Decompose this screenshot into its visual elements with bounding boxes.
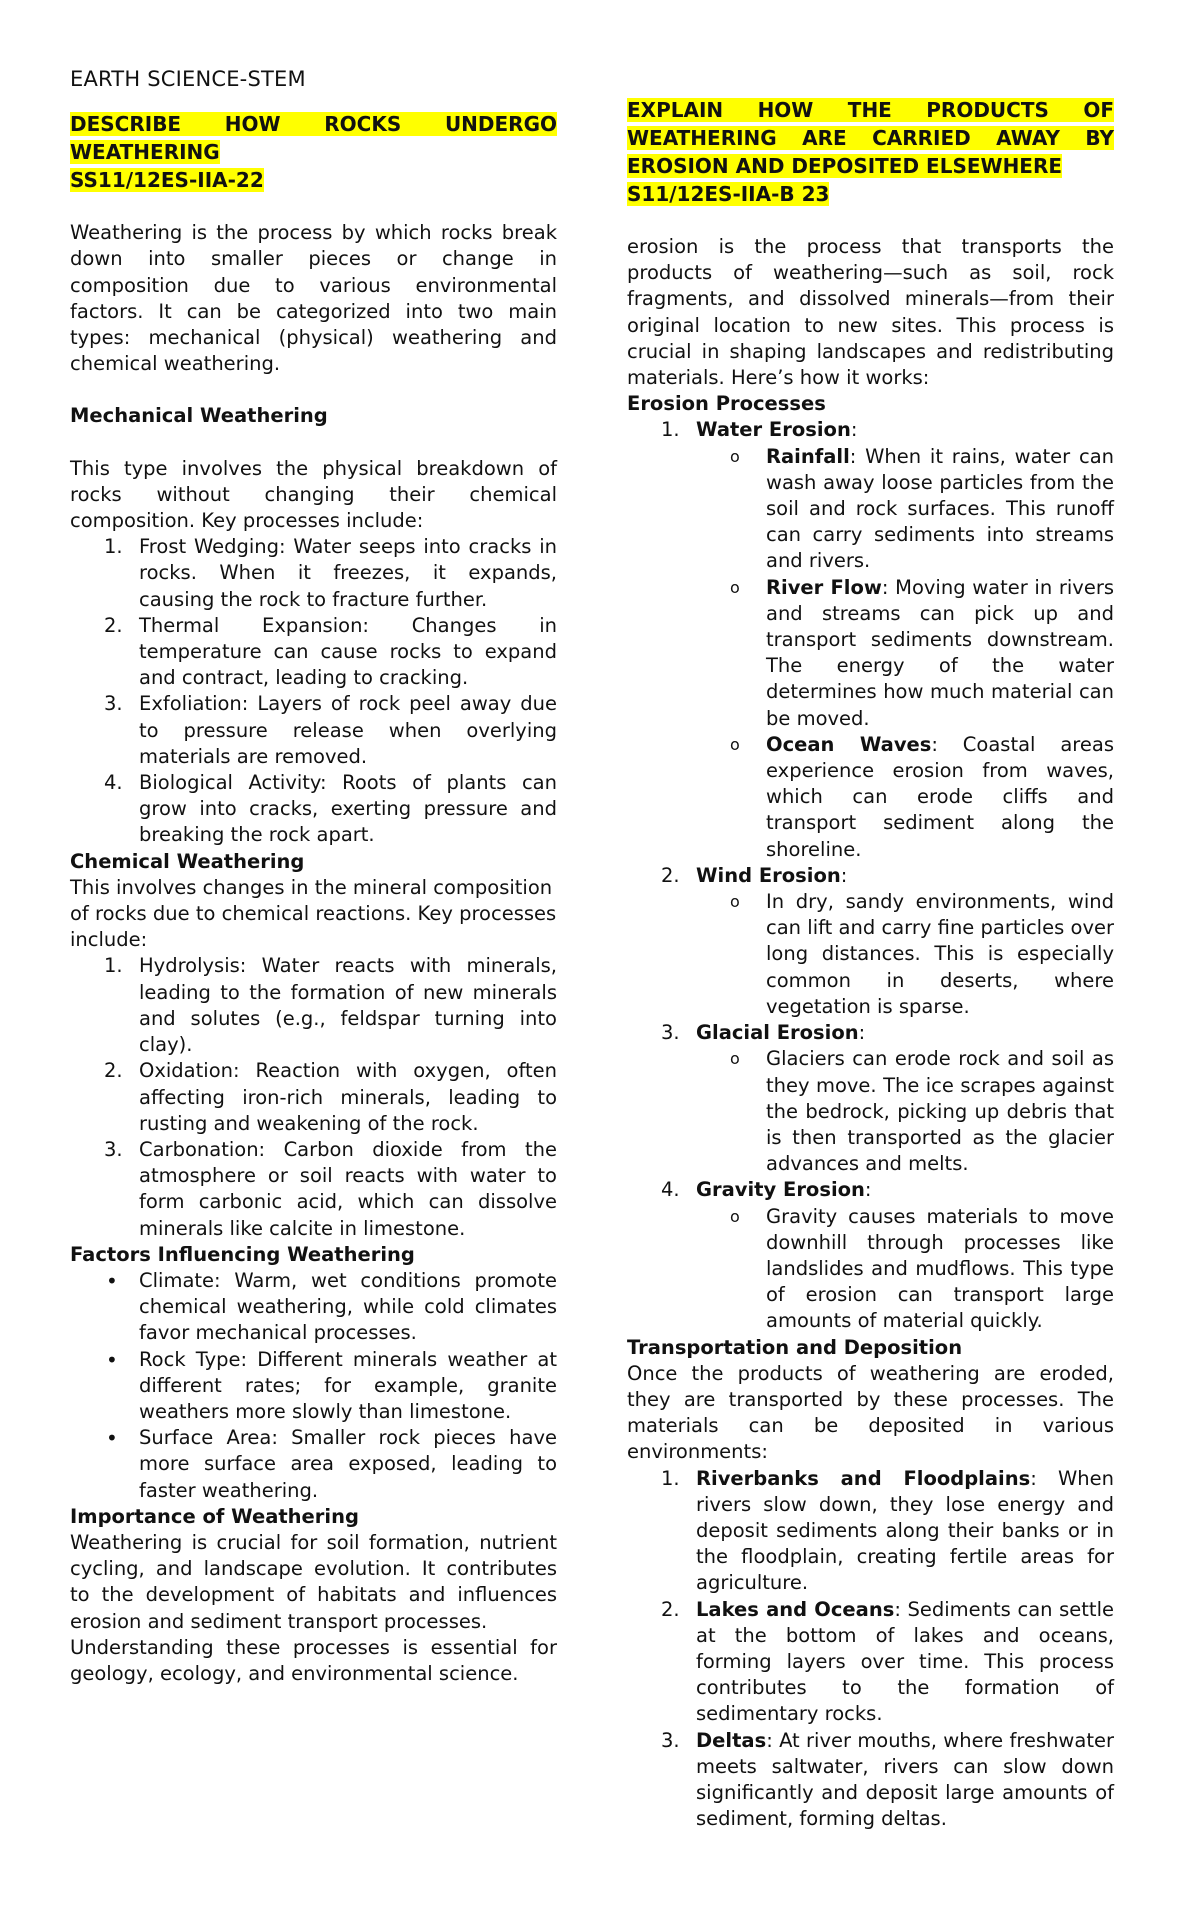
list-item: o In dry, sandy environments, wind can lift and carry fine particles over long distances. This is especially common in deserts, where vegetation is sparse. <box>696 889 1114 1020</box>
chemical-weathering-title: Chemical Weathering <box>70 849 305 873</box>
right-competency-code <box>627 180 1114 208</box>
list-item <box>696 575 1114 732</box>
colon: : <box>850 418 858 442</box>
colon: : <box>840 863 848 887</box>
list-item <box>627 863 1114 1020</box>
chemical-processes-list <box>70 953 557 1241</box>
list-item: Carbonation: Carbon dioxide from the atmosphere or soil reacts with water to form carbonic acid, which can dissolve minerals like calcite in limestone. <box>139 1137 557 1240</box>
list-item: Exfoliation: Layers of rock peel away due to pressure release when overlying materials are removed. <box>139 692 557 768</box>
term: Lakes and Oceans <box>696 1597 895 1621</box>
glacial-erosion-sublist <box>696 1046 1114 1177</box>
deposition-list <box>627 1466 1114 1833</box>
importance-text: Weathering is crucial for soil formation, nutrient cycling, and landscape evolution. It contributes to the development of habitats and influences erosion and sediment transport processes. <box>70 1530 557 1633</box>
list-item: o Glaciers can erode rock and soil as they move. The ice scrapes against the bedrock, picking up debris that is then transported as the glacier advances and melts. <box>696 1046 1114 1177</box>
description: : When rivers slow down, they lose energy and deposit sediments along their banks or in the floodplain, creating fertile areas for agriculture. <box>696 1466 1114 1595</box>
list-item: Hydrolysis: Water reacts with minerals, leading to the formation of new minerals and solutes (e.g., feldspar turning into clay). <box>139 954 557 1057</box>
description: : At river mouths, where freshwater meets saltwater, rivers can slow down significantly and deposit large amounts of sediment, forming deltas. <box>696 1728 1114 1831</box>
right-heading-highlight: EXPLAIN HOW THE PRODUCTS OF WEATHERING ARE CARRIED AWAY BY EROSION AND DEPOSITED ELSEWHERE <box>627 98 1114 178</box>
list-item <box>627 1020 1114 1177</box>
wind-erosion-sublist <box>696 889 1114 1020</box>
erosion-intro: erosion is the process that transports the products of weathering—such as soil, rock fragments, and dissolved minerals—from their original location to new sites. This process is crucial in shaping landscapes and redistributing materials. Here’s how it works: <box>627 235 1114 390</box>
list-item: Biological Activity: Roots of plants can grow into cracks, exerting pressure and breaking the rock apart. <box>139 771 557 847</box>
description: : Coastal areas experience erosion from waves, which can erode cliffs and transport sediment along the shoreline. <box>766 732 1114 861</box>
mechanical-weathering-intro: This type involves the physical breakdown of rocks without changing their chemical composition. Key processes include: <box>70 456 557 533</box>
left-code-highlight: SS11/12ES-IIA-22 <box>70 168 264 193</box>
term: River Flow <box>766 575 882 599</box>
water-erosion-title: Water Erosion <box>696 418 851 442</box>
list-item <box>627 1728 1114 1833</box>
list-item: • Rock Type: Different minerals weather at different rates; for example, granite weathers more slowly than limestone. <box>70 1347 557 1426</box>
gravity-erosion-sublist <box>696 1204 1114 1335</box>
water-erosion-sublist <box>696 444 1114 863</box>
factors-title: Factors Influencing Weathering <box>70 1242 415 1266</box>
document-title: EARTH SCIENCE-STEM <box>70 67 306 91</box>
glacial-erosion-title: Glacial Erosion <box>696 1021 859 1045</box>
list-item: Oxidation: Reaction with oxygen, often affecting iron-rich minerals, leading to rusting and weakening of the rock. <box>139 1059 557 1135</box>
description: : Moving water in rivers and streams can pick up and transport sediments downstream. The energy of the water determines how much material can be moved. <box>766 575 1114 730</box>
left-competency-code <box>70 166 557 194</box>
list-item: Frost Wedging: Water seeps into cracks in rocks. When it freezes, it expands, causing the rock to fracture further. <box>139 535 557 611</box>
description: : When it rains, water can wash away loose particles from the soil and rock surfaces. This runoff can carry sediments into streams and rivers. <box>766 444 1114 573</box>
right-section-heading <box>627 96 1114 180</box>
right-code-highlight: S11/12ES-IIA-B 23 <box>627 182 830 206</box>
mechanical-weathering-title: Mechanical Weathering <box>70 404 328 428</box>
chemical-weathering-intro: This involves changes in the mineral composition of rocks due to chemical reactions. Key processes include: <box>70 875 557 952</box>
colon: : <box>864 1178 872 1202</box>
left-heading-highlight: DESCRIBE HOW ROCKS UNDERGO WEATHERING <box>70 112 557 165</box>
list-item <box>696 732 1114 863</box>
left-column <box>70 66 557 1687</box>
closing-text: Understanding these processes is essential for geology, ecology, and environmental science. <box>70 1635 557 1685</box>
list-item <box>627 417 1114 862</box>
term: Rainfall <box>766 444 850 468</box>
gravity-erosion-title: Gravity Erosion <box>696 1178 865 1202</box>
list-item <box>627 1466 1114 1597</box>
term: Ocean Waves <box>766 732 932 756</box>
factors-list <box>70 1268 557 1504</box>
mechanical-processes-list <box>70 534 557 848</box>
list-item: • Climate: Warm, wet conditions promote chemical weathering, while cold climates favor mechanical processes. <box>70 1268 557 1347</box>
erosion-processes-title: Erosion Processes <box>627 392 826 416</box>
list-item: o Gravity causes materials to move downhill through processes like landslides and mudflows. This type of erosion can transport large amounts of material quickly. <box>696 1204 1114 1335</box>
colon: : <box>858 1021 866 1045</box>
transport-deposition-title: Transportation and Deposition <box>627 1335 963 1359</box>
list-item <box>627 1597 1114 1728</box>
importance-title: Importance of Weathering <box>70 1504 359 1528</box>
description: : Sediments can settle at the bottom of lakes and oceans, forming layers over time. This process contributes to the formation of sedimentary rocks. <box>696 1597 1114 1726</box>
left-section-heading <box>70 110 557 166</box>
transport-intro: Once the products of weathering are eroded, they are transported by these processes. The materials can be deposited in various environments: <box>627 1361 1114 1464</box>
list-item <box>627 1177 1114 1334</box>
wind-erosion-title: Wind Erosion <box>696 863 841 887</box>
right-column <box>627 96 1114 1832</box>
term: Deltas <box>696 1728 767 1752</box>
list-item: Thermal Expansion: Changes in temperature can cause rocks to expand and contract, leading to cracking. <box>139 613 557 690</box>
weathering-intro: Weathering is the process by which rocks break down into smaller pieces or change in composition due to various environmental factors. It can be categorized into two main types: mechanical (physical) weathering and chemical weathering. <box>70 221 557 376</box>
list-item <box>696 444 1114 575</box>
erosion-processes-list <box>627 417 1114 1334</box>
term: Riverbanks and Floodplains <box>696 1466 1031 1490</box>
list-item: • Surface Area: Smaller rock pieces have more surface area exposed, leading to faster weathering. <box>70 1425 557 1504</box>
